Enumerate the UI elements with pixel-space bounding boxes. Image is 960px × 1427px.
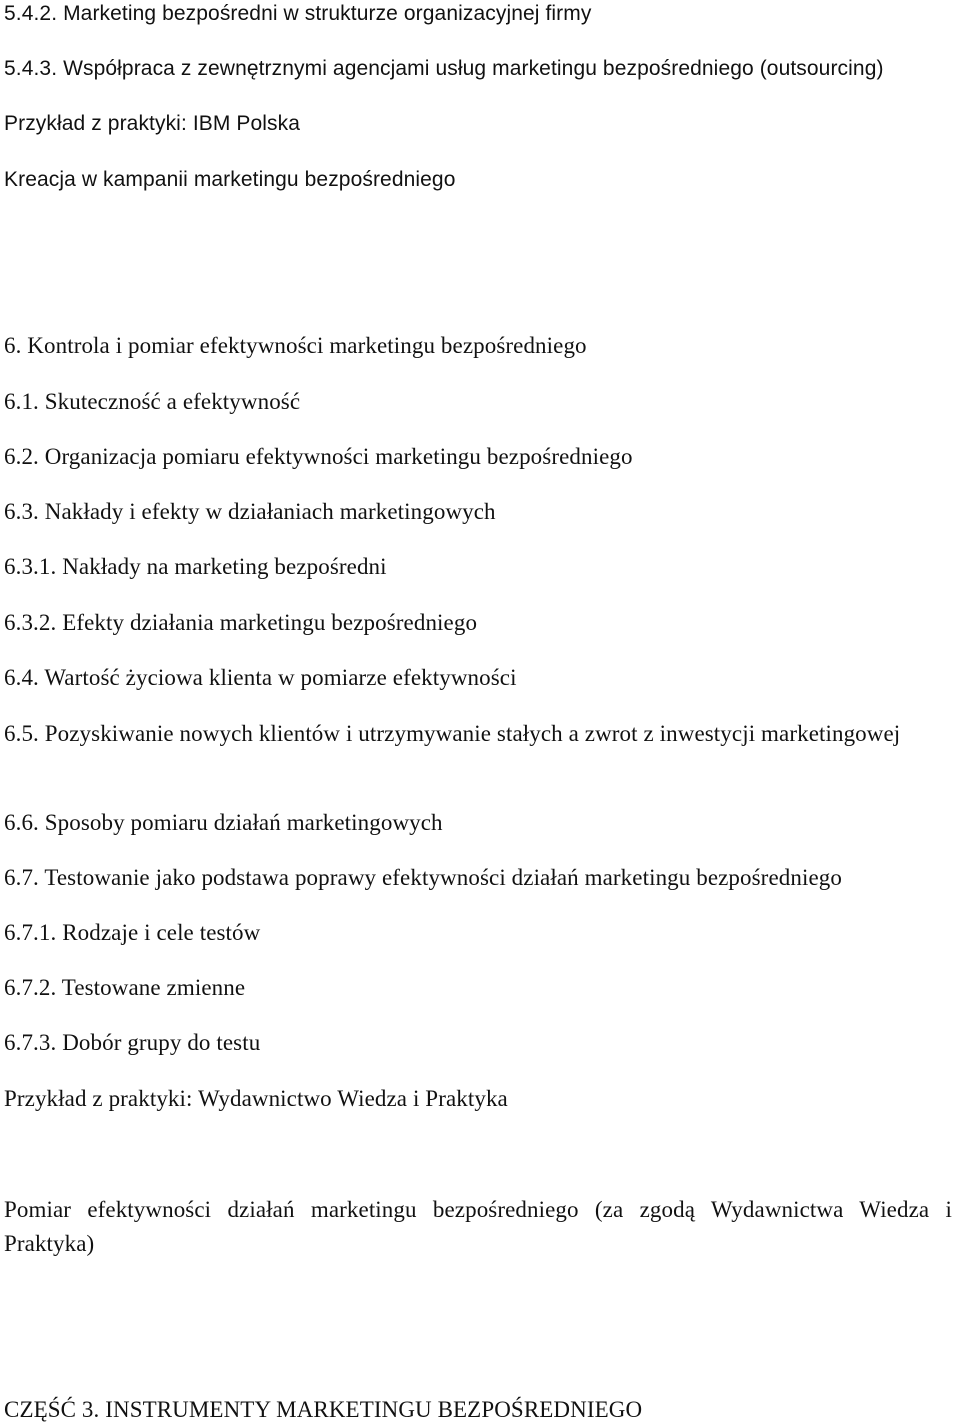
- toc-entry-6-3: 6.3. Nakłady i efekty w działaniach marketingowych: [4, 499, 496, 524]
- toc-entry-6-3-1: 6.3.1. Nakłady na marketing bezpośredni: [4, 554, 387, 579]
- toc-entry-6-2: 6.2. Organizacja pomiaru efektywności marketingu bezpośredniego: [4, 444, 633, 469]
- toc-chapter-6: 6. Kontrola i pomiar efektywności marketingu bezpośredniego: [4, 333, 587, 358]
- toc-entry-6-7-3: 6.7.3. Dobór grupy do testu: [4, 1030, 261, 1055]
- toc-entry-6-4: 6.4. Wartość życiowa klienta w pomiarze efektywności: [4, 665, 517, 690]
- toc-entry-5-4-3: 5.4.3. Współpraca z zewnętrznymi agencjami usług marketingu bezpośredniego (outsourcing): [4, 57, 884, 80]
- toc-entry-6-3-2: 6.3.2. Efekty działania marketingu bezpośredniego: [4, 610, 478, 635]
- part-3-heading: CZĘŚĆ 3. INSTRUMENTY MARKETINGU BEZPOŚREDNIEGO: [4, 1397, 643, 1422]
- toc-entry-6-6: 6.6. Sposoby pomiaru działań marketingowych: [4, 810, 443, 835]
- example-ibm-polska: Przykład z praktyki: IBM Polska: [4, 112, 301, 135]
- toc-entry-5-4-2: 5.4.2. Marketing bezpośredni w strukturze organizacyjnej firmy: [4, 2, 592, 25]
- toc-entry-6-7-1: 6.7.1. Rodzaje i cele testów: [4, 920, 261, 945]
- toc-entry-6-7-2: 6.7.2. Testowane zmienne: [4, 975, 246, 1000]
- toc-entry-6-1: 6.1. Skuteczność a efektywność: [4, 389, 301, 414]
- example-wiedza-i-praktyka: Przykład z praktyki: Wydawnictwo Wiedza i Praktyka: [4, 1086, 508, 1111]
- creative-campaign-entry: Kreacja w kampanii marketingu bezpośredniego: [4, 168, 456, 191]
- toc-entry-6-7: 6.7. Testowanie jako podstawa poprawy efektywności działań marketingu bezpośredniego: [4, 865, 842, 890]
- toc-entry-6-5: 6.5. Pozyskiwanie nowych klientów i utrzymywanie stałych a zwrot z inwestycji marketingowej: [4, 721, 901, 746]
- measurement-entry: Pomiar efektywności działań marketingu bezpośredniego (za zgodą Wydawnictwa Wiedza i Praktyka): [4, 1197, 952, 1256]
